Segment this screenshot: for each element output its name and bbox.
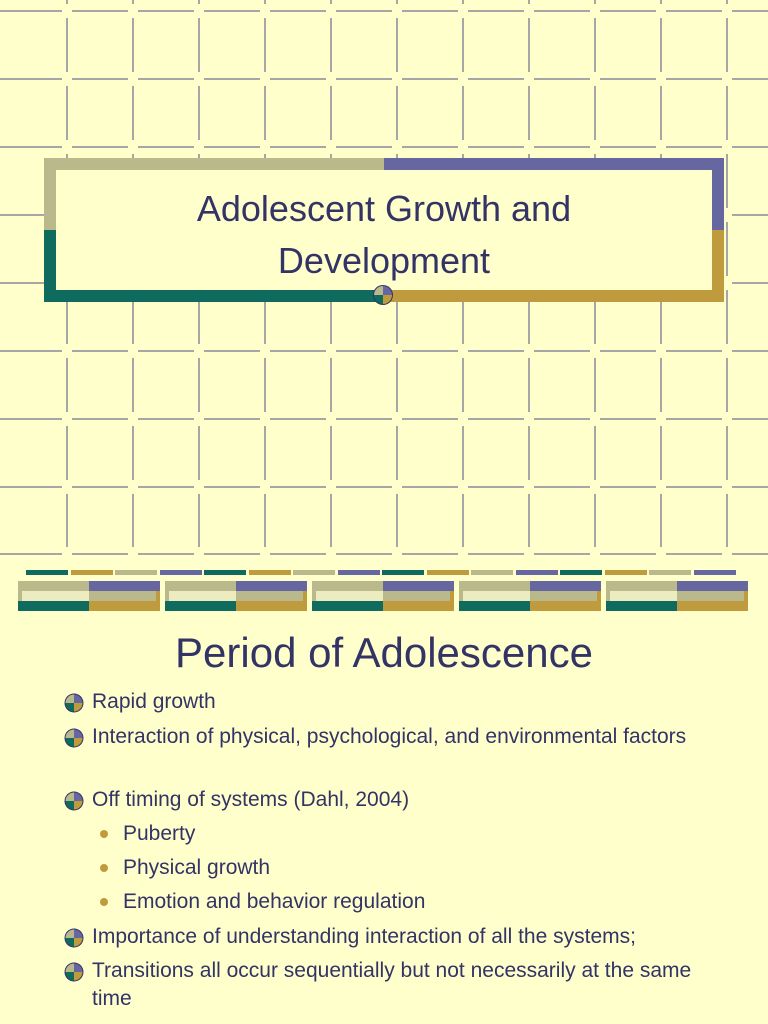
grid-line — [534, 486, 590, 488]
grid-line — [462, 18, 464, 72]
grid-line — [594, 18, 596, 72]
grid-line — [264, 86, 266, 140]
grid-line — [0, 350, 62, 352]
grid-line — [666, 10, 722, 12]
grid-line — [528, 86, 530, 140]
grid-line — [402, 78, 458, 80]
grid-line — [138, 78, 194, 80]
grid-line — [264, 494, 266, 547]
grid-line — [198, 18, 200, 72]
grid-line — [732, 486, 768, 488]
grid-line — [732, 350, 768, 352]
grid-line — [198, 358, 200, 412]
grid-line — [660, 358, 662, 412]
grid-line — [732, 214, 768, 216]
decorative-stripe — [293, 570, 335, 575]
grid-line — [396, 494, 398, 547]
grid-line — [0, 486, 62, 488]
slide-title — [58, 176, 710, 294]
grid-line — [600, 486, 656, 488]
grid-line — [66, 0, 68, 4]
grid-line — [198, 86, 200, 140]
grid-line — [660, 18, 662, 72]
decorative-stripe — [338, 570, 380, 575]
grid-line — [396, 0, 398, 4]
grid-line — [396, 18, 398, 72]
slide-title: Period of Adolescence — [175, 629, 593, 676]
grid-line — [66, 86, 68, 140]
content-slide — [0, 555, 768, 1024]
list-item — [64, 957, 724, 1013]
grid-line — [336, 486, 392, 488]
grid-line — [66, 494, 68, 547]
grid-line — [402, 486, 458, 488]
grid-line — [270, 486, 326, 488]
grid-line — [534, 78, 590, 80]
grid-line — [594, 358, 596, 412]
grid-line — [204, 350, 260, 352]
title-line-1: Adolescent Growth and — [196, 188, 572, 229]
grid-line — [600, 146, 656, 148]
grid-line — [336, 418, 392, 420]
grid-line — [132, 86, 134, 140]
grid-line — [270, 418, 326, 420]
grid-line — [462, 0, 464, 4]
grid-line — [72, 486, 128, 488]
list-item-text: Emotion and behavior regulation — [123, 890, 426, 913]
grid-line — [198, 494, 200, 547]
frame-top-right — [384, 158, 724, 170]
grid-line — [66, 358, 68, 412]
decorative-stripe — [204, 570, 246, 575]
decorative-stripe — [694, 570, 736, 575]
decorative-stripe — [427, 570, 469, 575]
grid-line — [138, 486, 194, 488]
grid-line — [66, 18, 68, 72]
dot-icon — [100, 864, 108, 872]
grid-line — [132, 0, 134, 4]
grid-line — [528, 358, 530, 412]
decorative-block — [165, 581, 307, 611]
list-item-text: Off timing of systems (Dahl, 2004) — [92, 788, 410, 811]
decorative-stripe — [471, 570, 513, 575]
grid-line — [534, 146, 590, 148]
decorative-block — [459, 581, 601, 611]
grid-line — [336, 78, 392, 80]
grid-line — [72, 146, 128, 148]
grid-line — [0, 10, 62, 12]
grid-line — [594, 494, 596, 547]
grid-line — [336, 146, 392, 148]
grid-line — [468, 146, 524, 148]
grid-line — [264, 426, 266, 480]
grid-line — [0, 78, 62, 80]
decorative-block — [18, 581, 160, 611]
grid-line — [264, 0, 266, 4]
grid-line — [204, 10, 260, 12]
dot-icon — [100, 898, 108, 906]
list-item — [64, 688, 724, 716]
grid-line — [132, 494, 134, 547]
grid-line — [72, 10, 128, 12]
grid-line — [396, 358, 398, 412]
grid-line — [600, 10, 656, 12]
decorative-stripe — [649, 570, 691, 575]
grid-line — [660, 0, 662, 4]
grid-line — [138, 10, 194, 12]
grid-line — [330, 426, 332, 480]
grid-line — [204, 486, 260, 488]
grid-line — [330, 18, 332, 72]
list-item-text: Transitions all occur sequentially but not necessarily at the same time — [92, 959, 692, 1010]
grid-line — [600, 78, 656, 80]
frame-top-left — [44, 158, 384, 170]
grid-line — [726, 86, 728, 140]
quad-circle-icon — [64, 928, 84, 948]
grid-line — [138, 146, 194, 148]
grid-line — [132, 426, 134, 480]
grid-line — [468, 350, 524, 352]
list-item — [64, 923, 724, 951]
grid-line — [330, 494, 332, 547]
grid-line — [330, 0, 332, 4]
grid-line — [198, 0, 200, 4]
grid-line — [138, 418, 194, 420]
grid-line — [72, 78, 128, 80]
grid-line — [270, 10, 326, 12]
list-item-text: Puberty — [123, 822, 196, 845]
quad-circle-icon — [64, 693, 84, 713]
grid-line — [666, 486, 722, 488]
grid-line — [462, 86, 464, 140]
grid-line — [594, 426, 596, 480]
grid-line — [666, 78, 722, 80]
grid-line — [402, 10, 458, 12]
grid-line — [468, 486, 524, 488]
grid-line — [600, 418, 656, 420]
grid-line — [660, 86, 662, 140]
grid-line — [726, 426, 728, 480]
grid-line — [594, 86, 596, 140]
decorative-stripe — [605, 570, 647, 575]
grid-line — [204, 418, 260, 420]
grid-line — [594, 0, 596, 4]
grid-line — [534, 350, 590, 352]
list-item — [64, 786, 724, 814]
grid-line — [726, 358, 728, 412]
decorative-stripe — [382, 570, 424, 575]
grid-line — [204, 78, 260, 80]
grid-line — [462, 494, 464, 547]
grid-line — [468, 10, 524, 12]
grid-line — [402, 146, 458, 148]
grid-line — [462, 426, 464, 480]
list-item — [100, 820, 195, 848]
grid-line — [462, 358, 464, 412]
grid-line — [732, 418, 768, 420]
list-item-text: Importance of understanding interaction of all the systems; — [92, 925, 636, 948]
grid-line — [402, 418, 458, 420]
quad-circle-icon — [64, 791, 84, 811]
grid-line — [132, 358, 134, 412]
grid-line — [198, 426, 200, 480]
grid-line — [204, 146, 260, 148]
decorative-stripe — [115, 570, 157, 575]
quad-circle-icon — [372, 284, 394, 306]
decorative-block — [606, 581, 748, 611]
grid-line — [726, 18, 728, 72]
grid-line — [396, 86, 398, 140]
grid-line — [330, 86, 332, 140]
grid-line — [468, 78, 524, 80]
decorative-stripe — [516, 570, 558, 575]
grid-line — [732, 146, 768, 148]
decorative-stripe — [71, 570, 113, 575]
grid-line — [270, 350, 326, 352]
grid-line — [0, 418, 62, 420]
decorative-stripe — [160, 570, 202, 575]
list-item-text: Rapid growth — [92, 690, 216, 713]
grid-line — [336, 10, 392, 12]
grid-line — [264, 18, 266, 72]
grid-line — [396, 426, 398, 480]
list-item-text: Interaction of physical, psychological, and environmental factors — [92, 725, 687, 748]
grid-line — [468, 418, 524, 420]
grid-line — [732, 282, 768, 284]
grid-line — [726, 154, 728, 208]
grid-line — [0, 146, 62, 148]
grid-line — [666, 350, 722, 352]
quad-circle-icon — [64, 962, 84, 982]
grid-line — [726, 494, 728, 547]
grid-line — [66, 426, 68, 480]
grid-line — [726, 0, 728, 4]
grid-line — [402, 350, 458, 352]
grid-line — [600, 350, 656, 352]
decorative-block — [312, 581, 454, 611]
list-item-text: Physical growth — [123, 856, 271, 879]
grid-line — [732, 78, 768, 80]
title-line-2: Development — [277, 240, 491, 281]
list-item — [100, 854, 270, 882]
grid-line — [528, 18, 530, 72]
grid-line — [726, 290, 728, 344]
grid-line — [72, 418, 128, 420]
list-item — [64, 723, 724, 751]
grid-line — [660, 494, 662, 547]
dot-icon — [100, 830, 108, 838]
grid-line — [270, 78, 326, 80]
grid-line — [534, 10, 590, 12]
frame-right-top — [712, 158, 724, 230]
grid-line — [732, 10, 768, 12]
grid-line — [726, 222, 728, 276]
grid-line — [528, 426, 530, 480]
quad-circle-icon — [64, 728, 84, 748]
grid-line — [72, 350, 128, 352]
grid-line — [666, 146, 722, 148]
grid-line — [666, 418, 722, 420]
grid-line — [534, 418, 590, 420]
grid-line — [264, 358, 266, 412]
list-item — [100, 888, 425, 916]
grid-line — [138, 350, 194, 352]
grid-line — [330, 358, 332, 412]
grid-line — [336, 350, 392, 352]
decorative-stripe — [249, 570, 291, 575]
grid-line — [132, 18, 134, 72]
frame-left-top — [44, 158, 56, 230]
grid-line — [270, 146, 326, 148]
decorative-stripe — [26, 570, 68, 575]
grid-line — [660, 426, 662, 480]
grid-line — [528, 0, 530, 4]
decorative-stripe — [560, 570, 602, 575]
grid-line — [528, 494, 530, 547]
